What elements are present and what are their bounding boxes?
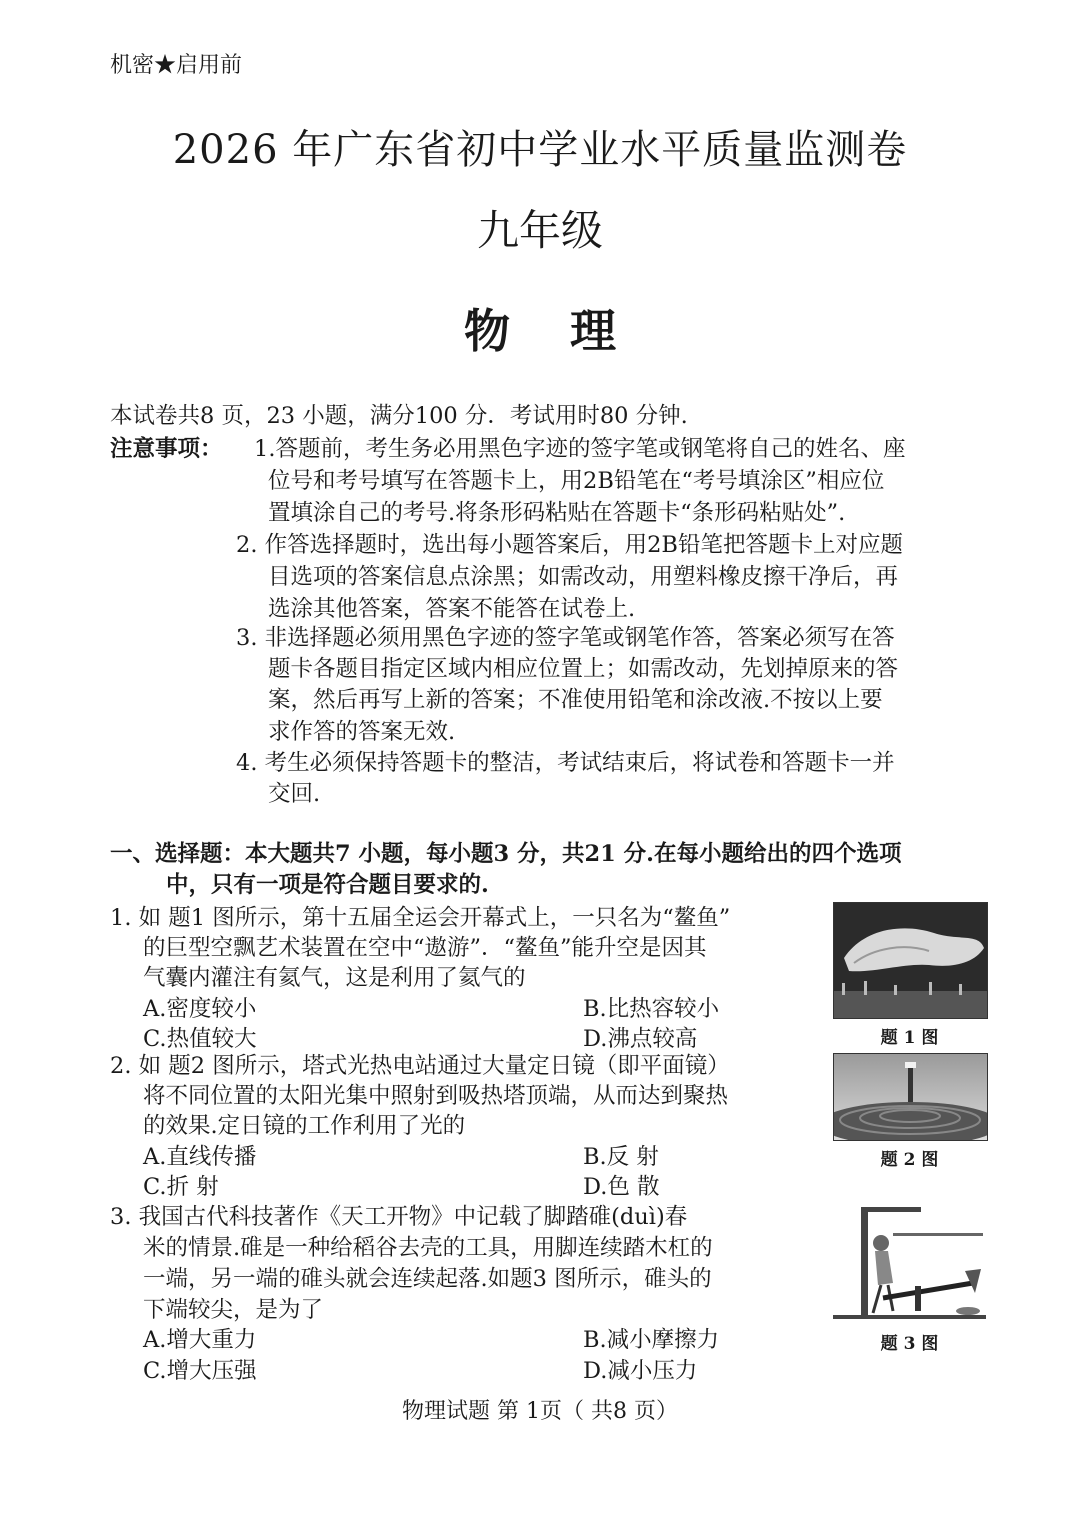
- figure-1-caption: 题 1 图: [880, 1028, 939, 1048]
- q1-line-1: 1. 如 题1 图所示，第十五届全运会开幕式上，一只名为“鳌鱼”: [110, 905, 731, 931]
- q2-option-d: D.色 散: [583, 1174, 660, 1200]
- q3-option-b: B.减小摩擦力: [583, 1327, 720, 1353]
- notes-line-6: 选涂其他答案，答案不能答在试卷上.: [268, 596, 636, 622]
- notes-line-12: 交回.: [268, 781, 321, 807]
- notes-line-7: 3. 非选择题必须用黑色字迹的签字笔或钢笔作答，答案必须写在答: [236, 625, 895, 651]
- q2-option-b: B.反 射: [583, 1144, 659, 1170]
- q2-line-2: 将不同位置的太阳光集中照射到吸热塔顶端，从而达到聚热: [143, 1083, 729, 1109]
- confidential-mark: 机密★启用前: [110, 53, 243, 78]
- notes-line-4: 2. 作答选择题时，选出每小题答案后，用2B铅笔把答题卡上对应题: [236, 532, 903, 558]
- figure-3-caption: 题 3 图: [880, 1334, 939, 1354]
- q3-option-d: D.减小压力: [583, 1358, 698, 1384]
- subject-title: 物理: [464, 304, 676, 358]
- notes-line-8: 题卡各题目指定区域内相应位置上；如需改动，先划掉原来的答: [268, 656, 899, 682]
- notes-line-5: 目选项的答案信息点涂黑；如需改动，用塑料橡皮擦干净后，再: [268, 564, 899, 590]
- q1-option-c: C.热值较大: [143, 1026, 257, 1052]
- figure-2-image: [833, 1053, 988, 1141]
- figure-2-caption: 题 2 图: [880, 1150, 939, 1170]
- q2-option-a: A.直线传播: [143, 1144, 257, 1170]
- q1-line-2: 的巨型空飘艺术装置在空中“遨游”．“鳌鱼”能升空是因其: [143, 935, 707, 961]
- notes-line-10: 求作答的答案无效.: [268, 719, 456, 745]
- notes-line-3: 置填涂自己的考号.将条形码粘贴在答题卡“条形码粘贴处”.: [268, 500, 846, 526]
- q1-option-a: A.密度较小: [143, 996, 257, 1022]
- intro-line: 本试卷共8 页，23 小题，满分100 分．考试用时80 分钟.: [110, 403, 688, 429]
- notes-label: 注意事项：: [110, 436, 223, 462]
- figure-3-image: [833, 1203, 986, 1323]
- notes-line-9: 案，然后再写上新的答案；不准使用铅笔和涂改液.不按以上要: [268, 687, 883, 713]
- exam-title: 2026 年广东省初中学业水平质量监测卷: [172, 127, 908, 173]
- q3-line-2: 米的情景.碓是一种给稻谷去壳的工具，用脚连续踏木杠的: [143, 1235, 713, 1261]
- notes-line-1: 1.答题前，考生务必用黑色字迹的签字笔或钢笔将自己的姓名、座: [254, 436, 906, 462]
- figure-1-image: [833, 902, 988, 1019]
- q1-option-d: D.沸点较高: [583, 1026, 698, 1052]
- section1-heading-cont: 中，只有一项是符合题目要求的.: [166, 872, 489, 898]
- q2-line-3: 的效果.定日镜的工作利用了光的: [143, 1113, 466, 1139]
- section1-heading: 一、选择题：本大题共7 小题，每小题3 分，共21 分.在每小题给出的四个选项: [110, 841, 902, 867]
- q3-option-c: C.增大压强: [143, 1358, 257, 1384]
- q1-option-b: B.比热容较小: [583, 996, 720, 1022]
- q1-line-3: 气囊内灌注有氦气，这是利用了氦气的: [143, 965, 526, 991]
- page-footer: 物理试题 第 1页（ 共8 页）: [402, 1399, 678, 1424]
- q3-line-1: 3. 我国古代科技著作《天工开物》中记载了脚踏碓(duì)春: [110, 1204, 688, 1230]
- q2-line-1: 2. 如 题2 图所示，塔式光热电站通过大量定日镜（即平面镜）: [110, 1053, 730, 1079]
- notes-line-11: 4. 考生必须保持答题卡的整洁，考试结束后，将试卷和答题卡一并: [236, 750, 895, 776]
- grade-title: 九年级: [476, 206, 603, 255]
- notes-line-2: 位号和考号填写在答题卡上，用2B铅笔在“考号填涂区”相应位: [268, 468, 885, 494]
- q2-option-c: C.折 射: [143, 1174, 219, 1200]
- q3-line-3: 一端，另一端的碓头就会连续起落.如题3 图所示，碓头的: [143, 1266, 712, 1292]
- q3-line-4: 下端较尖，是为了: [143, 1297, 324, 1323]
- q3-option-a: A.增大重力: [143, 1327, 257, 1353]
